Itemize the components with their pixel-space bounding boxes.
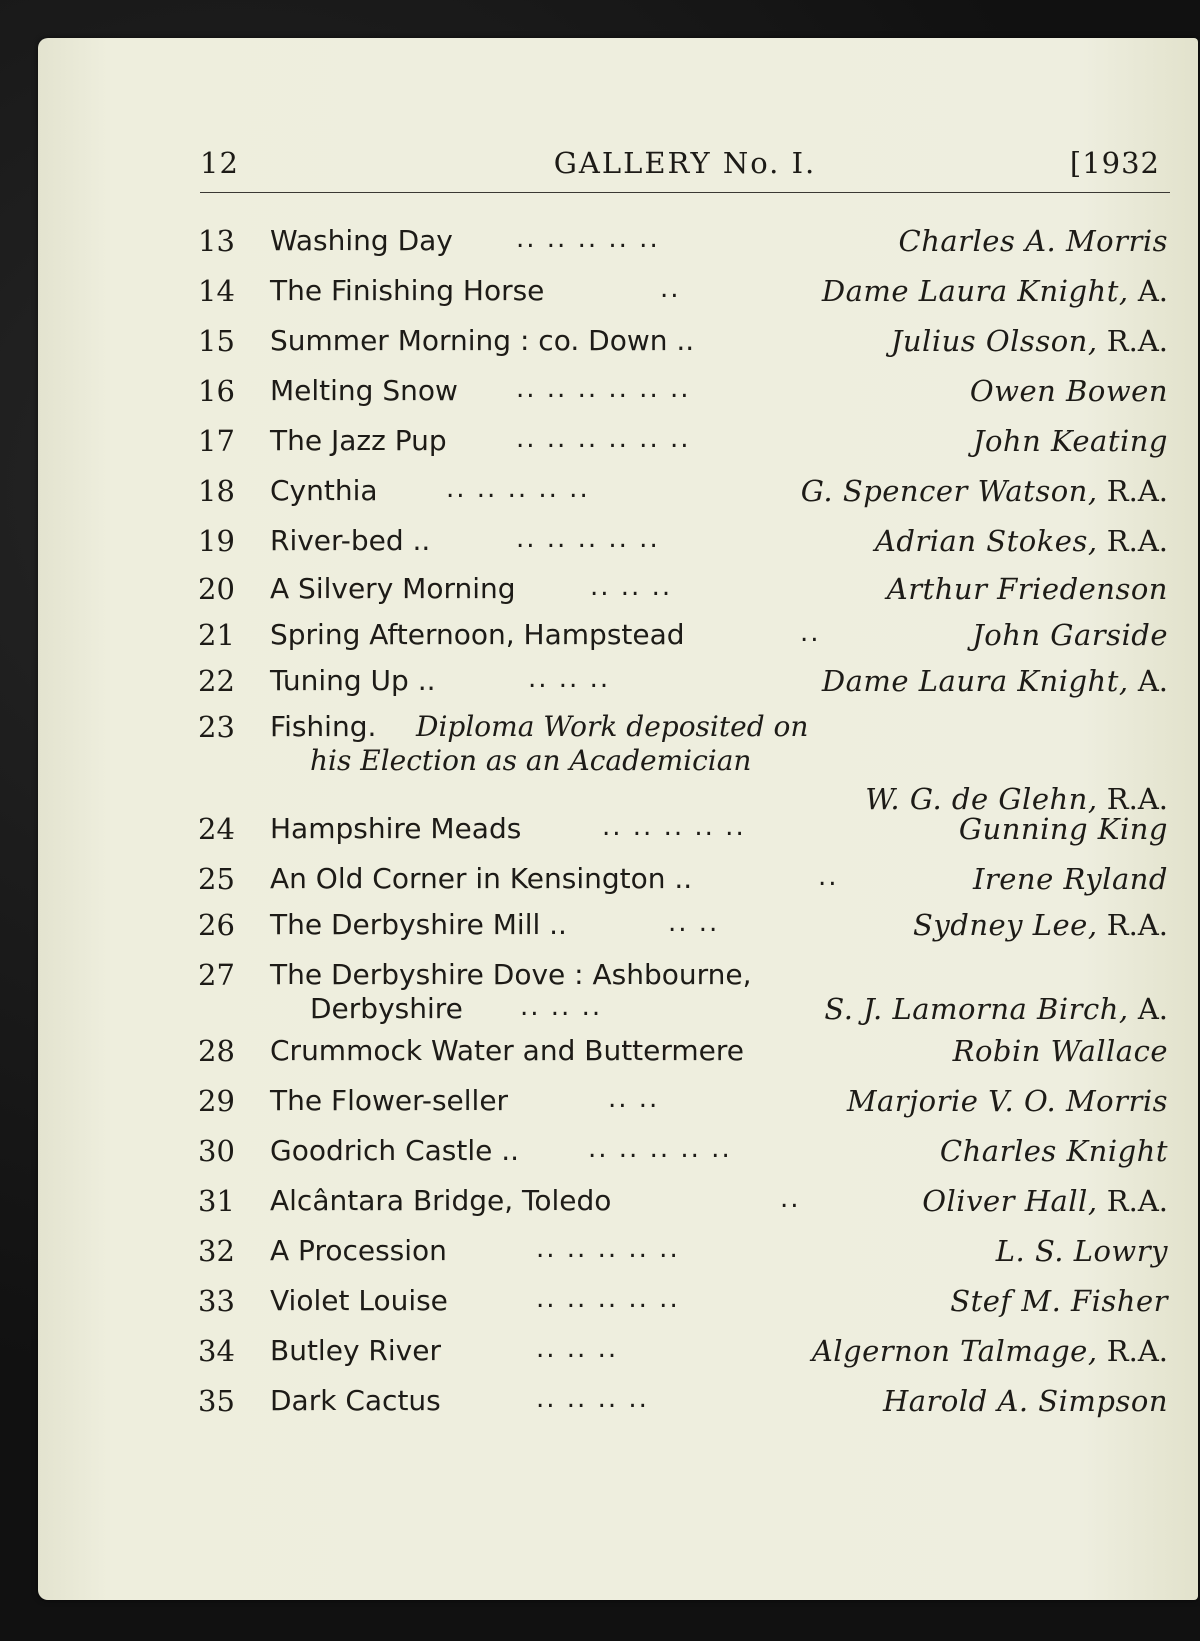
dot-leaders: .. .. ..: [528, 664, 611, 694]
dot-leaders: .. .. .. .. ..: [516, 524, 660, 554]
artist-suffix: R.A.: [1106, 908, 1168, 942]
artist-name: Robin Wallace: [952, 1034, 1168, 1068]
artist-name: Arthur Friedenson: [886, 572, 1168, 606]
catalogue-entry: [198, 474, 1168, 514]
entry-artist: [950, 1284, 1168, 1318]
artist-name: Harold A. Simpson: [882, 1384, 1168, 1418]
entry-title: Spring Afternoon, Hampstead: [270, 618, 685, 651]
artist-name: Marjorie V. O. Morris: [846, 1084, 1168, 1118]
artist-name: Gunning King: [958, 812, 1168, 846]
entry-number: 16: [198, 374, 235, 408]
gallery-title: GALLERY No. I.: [553, 146, 817, 180]
dot-leaders: .. .. .. .. .. ..: [516, 424, 691, 454]
dot-leaders: ..: [818, 862, 839, 892]
entry-artist: [913, 908, 1168, 942]
entry-title: Summer Morning : co. Down ..: [270, 324, 695, 357]
artist-suffix: R.A.: [1106, 524, 1168, 558]
artist-suffix: R.A.: [1106, 324, 1168, 358]
entry-title: A Silvery Morning: [270, 572, 516, 605]
artist-name: Dame Laura Knight,: [821, 664, 1129, 698]
artist-name: Oliver Hall,: [922, 1184, 1098, 1218]
artist-suffix: A.: [1137, 274, 1168, 308]
entry-number: 22: [198, 664, 235, 698]
catalogue-entry: [198, 1034, 1168, 1074]
catalogue-entry: [198, 374, 1168, 414]
artist-suffix: R.A.: [1106, 474, 1168, 508]
catalogue-entry: [198, 424, 1168, 464]
dot-leaders: .. .. .. .. ..: [516, 224, 660, 254]
entry-number: 20: [198, 572, 235, 606]
artist-suffix: A.: [1137, 664, 1168, 698]
artist-suffix: A.: [1137, 992, 1168, 1026]
artist-name: Julius Olsson,: [890, 324, 1098, 358]
catalogue-entry: [198, 1334, 1168, 1374]
entry-artist: [875, 524, 1168, 558]
artist-name: Stef M. Fisher: [950, 1284, 1168, 1318]
entry-title: Crummock Water and Buttermere: [270, 1034, 745, 1067]
entry-artist: [824, 992, 1168, 1026]
entry-artist: [822, 664, 1168, 698]
catalogue-entry: [198, 1284, 1168, 1324]
artist-name: W. G. de Glehn,: [865, 782, 1098, 816]
entry-title: Butley River: [270, 1334, 441, 1367]
artist-suffix: R.A.: [1106, 782, 1168, 816]
catalogue-entry: [198, 1084, 1168, 1124]
entry-title: Tuning Up ..: [270, 664, 436, 697]
dot-leaders: .. .. ..: [590, 572, 673, 602]
catalogue-entry: [198, 274, 1168, 314]
entry-title: Fishing.: [270, 710, 377, 743]
catalogue-entry: [198, 572, 1168, 612]
catalogue-entry: [198, 618, 1168, 658]
entry-title: The Finishing Horse: [270, 274, 545, 307]
dot-leaders: ..: [800, 618, 821, 648]
entry-artist: [822, 274, 1168, 308]
catalogue-entry: [198, 908, 1168, 948]
artist-suffix: R.A.: [1106, 1334, 1168, 1368]
entry-artist: [953, 1034, 1168, 1068]
catalogue-entry: [198, 224, 1168, 264]
dot-leaders: .. ..: [608, 1084, 660, 1114]
catalogue-page: [38, 38, 1198, 1600]
artist-name: Irene Ryland: [972, 862, 1168, 896]
entry-number: 29: [198, 1084, 235, 1118]
entry-number: 31: [198, 1184, 235, 1218]
catalogue-entry: [198, 862, 1168, 902]
artist-name: L. S. Lowry: [995, 1234, 1168, 1268]
entry-note: Diploma Work deposited on: [416, 710, 809, 743]
dot-leaders: .. .. .. ..: [536, 1384, 649, 1414]
entry-number: 25: [198, 862, 235, 896]
dot-leaders: .. .. .. .. ..: [536, 1284, 680, 1314]
entry-title: Washing Day: [270, 224, 453, 257]
entry-number: 19: [198, 524, 235, 558]
entry-artist: [959, 812, 1168, 846]
entry-number: 17: [198, 424, 235, 458]
entry-title: Violet Louise: [270, 1284, 448, 1317]
entry-number: 30: [198, 1134, 235, 1168]
artist-name: Charles A. Morris: [898, 224, 1168, 258]
entry-artist: [883, 1384, 1168, 1418]
artist-name: S. J. Lamorna Birch,: [824, 992, 1129, 1026]
artist-name: Sydney Lee,: [913, 908, 1098, 942]
entry-number: 21: [198, 618, 235, 652]
entry-number: 23: [198, 710, 235, 744]
dot-leaders: .. .. .. .. .. ..: [516, 374, 691, 404]
artist-name: Charles Knight: [939, 1134, 1168, 1168]
dot-leaders: ..: [660, 274, 681, 304]
dot-leaders: .. .. .. .. ..: [446, 474, 590, 504]
entry-title: An Old Corner in Kensington ..: [270, 862, 693, 895]
entry-number: 15: [198, 324, 235, 358]
entry-artist: [922, 1184, 1168, 1218]
entry-number: 34: [198, 1334, 235, 1368]
entry-number: 28: [198, 1034, 235, 1068]
entry-number: 35: [198, 1384, 235, 1418]
entry-artist: [847, 1084, 1168, 1118]
entry-number: 27: [198, 958, 235, 992]
catalogue-entry: [198, 1134, 1168, 1174]
entry-title: River-bed ..: [270, 524, 431, 557]
entry-title: The Derbyshire Dove : Ashbourne,: [270, 958, 752, 991]
entry-artist: [801, 474, 1168, 508]
catalogue-entry: [198, 664, 1168, 704]
entry-artist: [891, 324, 1168, 358]
artist-name: John Keating: [972, 424, 1168, 458]
entry-title-continued: Derbyshire: [310, 992, 463, 1025]
catalogue-entry: [198, 1184, 1168, 1224]
entry-title: Dark Cactus: [270, 1384, 441, 1417]
dot-leaders: .. .. .. .. ..: [536, 1234, 680, 1264]
artist-name: G. Spencer Watson,: [800, 474, 1098, 508]
artist-name: Algernon Talmage,: [811, 1334, 1098, 1368]
entry-number: 18: [198, 474, 235, 508]
artist-name: Dame Laura Knight,: [821, 274, 1129, 308]
entry-title: The Flower-seller: [270, 1084, 509, 1117]
artist-name: John Garside: [972, 618, 1168, 652]
entry-note: his Election as an Academician: [310, 744, 752, 777]
entry-number: 32: [198, 1234, 235, 1268]
entry-number: 26: [198, 908, 235, 942]
entry-title: A Procession: [270, 1234, 447, 1267]
entry-number: 14: [198, 274, 235, 308]
entry-artist: [940, 1134, 1168, 1168]
entry-artist: [970, 374, 1168, 408]
catalogue-entry: [198, 812, 1168, 852]
entry-title: The Derbyshire Mill ..: [270, 908, 567, 941]
dot-leaders: .. .. ..: [520, 992, 603, 1022]
entry-number: 13: [198, 224, 235, 258]
entry-artist: [973, 424, 1168, 458]
entry-number: 33: [198, 1284, 235, 1318]
entry-artist: [973, 862, 1168, 896]
dot-leaders: .. .. .. .. ..: [588, 1134, 732, 1164]
entry-artist: [972, 618, 1168, 652]
artist-name: Owen Bowen: [969, 374, 1168, 408]
artist-name: Adrian Stokes,: [874, 524, 1098, 558]
catalogue-entry: [198, 1234, 1168, 1274]
entry-title: Hampshire Meads: [270, 812, 522, 845]
entry-title: The Jazz Pup: [270, 424, 447, 457]
entry-artist: [865, 782, 1168, 816]
entry-title: Alcântara Bridge, Toledo: [270, 1184, 612, 1217]
entry-title: Cynthia: [270, 474, 378, 507]
page-number: 12: [200, 146, 239, 180]
dot-leaders: .. ..: [668, 908, 720, 938]
entry-title: Melting Snow: [270, 374, 458, 407]
entry-artist: [899, 224, 1168, 258]
dot-leaders: .. .. ..: [536, 1334, 619, 1364]
entry-title: Goodrich Castle ..: [270, 1134, 520, 1167]
entry-artist: [996, 1234, 1168, 1268]
catalogue-year: [1932: [1069, 146, 1160, 180]
artist-suffix: R.A.: [1106, 1184, 1168, 1218]
dot-leaders: ..: [780, 1184, 801, 1214]
entry-artist: [812, 1334, 1168, 1368]
dot-leaders: .. .. .. .. ..: [602, 812, 746, 842]
entry-list: [38, 38, 1198, 1600]
catalogue-entry: [198, 958, 1168, 1038]
entry-artist: [887, 572, 1168, 606]
catalogue-entry: [198, 324, 1168, 364]
catalogue-entry: [198, 1384, 1168, 1424]
entry-number: 24: [198, 812, 235, 846]
catalogue-entry: [198, 524, 1168, 564]
